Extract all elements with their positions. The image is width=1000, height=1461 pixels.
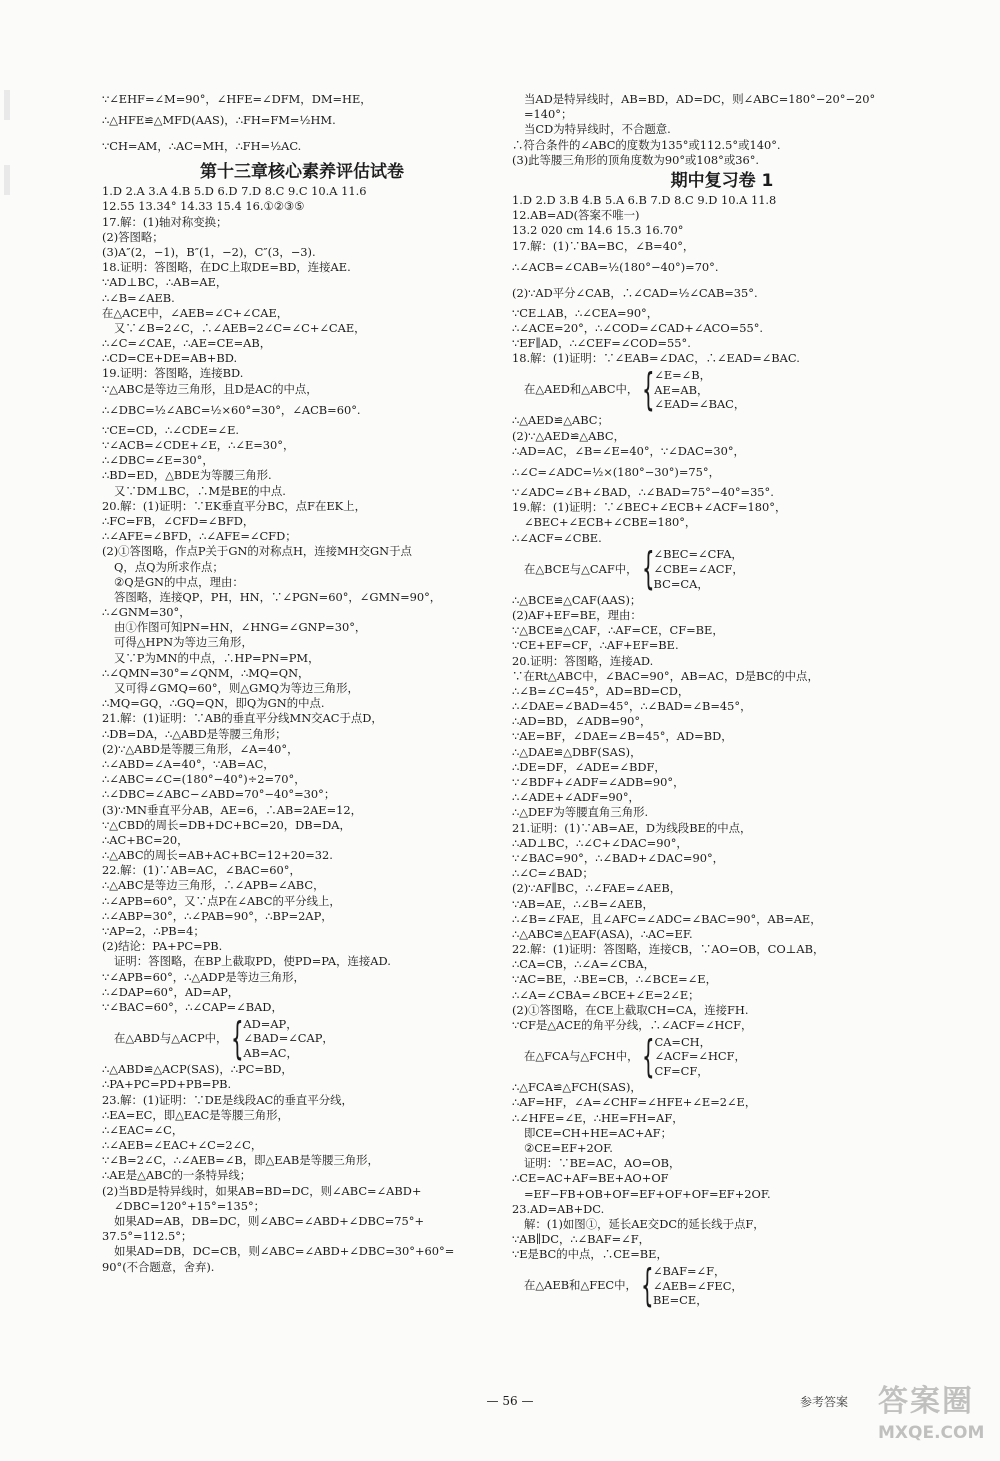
answer-line: (2)①答图略，作点P关于GN的对称点H，连接MH交GN于点: [102, 544, 412, 559]
answer-line: ∵∠ADC=∠B+∠BAD，∴∠BAD=75°−40°=35°.: [512, 485, 774, 499]
answer-line: 即CE=CH+HE=AC+AF；: [524, 1125, 672, 1140]
answer-line: (2)AF+EF=BE，理由：: [512, 607, 642, 622]
answer-line: (2)∵AF∥BC，∴∠FAE=∠AEB，: [512, 881, 682, 896]
answer-line: 23.解：(1)证明：∵DE是线段AC的垂直平分线，: [102, 1092, 353, 1107]
answer-line: ∴∠AEB=∠EAC+∠C=2∠C，: [102, 1138, 263, 1153]
answer-line: ∴AF=HF，∠A=∠CHF=∠HFE+∠E=2∠E，: [512, 1095, 757, 1110]
answer-line: ∴∠DAP=60°，AD=AP，: [102, 984, 240, 999]
answer-line: 当CD为特异线时，不合题意.: [524, 122, 671, 137]
answer-line: 如果AD=AB，DB=DC，则∠ABC=∠ABD+∠DBC=75°+: [114, 1214, 425, 1228]
answer-line: ∴∠ABP=30°，∴∠PAB=90°，∴BP=2AP，: [102, 908, 333, 923]
answer-line: ∵EF∥AD，∴∠CEF=∠COD=55°.: [512, 336, 691, 351]
answer-line: ∠BEC+∠ECB+∠CBE=180°，: [524, 515, 697, 530]
brace-icon: {: [640, 1259, 654, 1311]
answer-line: ∵△BCE≌△CAF，∴AF=CE，CF=BE，: [512, 623, 724, 638]
system-row: ∠BAF=∠F，: [652, 1264, 726, 1279]
answer-line: ∴△HFE≌△MFD(AAS)，∴FH=FM=½HM.: [102, 113, 336, 128]
answer-line: ∴∠A=∠CBA=∠BCE+∠E=2∠E；: [512, 987, 700, 1002]
answer-line: 在△ACE中，∠AEB=∠C+∠CAE，: [102, 305, 289, 320]
system-row: ∠CBE=∠ACF，: [653, 561, 744, 576]
answer-line: ∴符合条件的∠ABC的度数为135°或112.5°或140°.: [512, 137, 781, 152]
answer-line: 12.AB=AD(答案不唯一): [512, 208, 640, 223]
system-row: AD=AP，: [243, 1016, 298, 1031]
answer-line: ∵∠ACB=∠CDE+∠E，∴∠E=30°，: [102, 438, 295, 452]
answer-line: ∴AD=AC，∠B=∠E=40°，∵∠DAC=30°，: [512, 443, 745, 458]
system-row: ∠BAD=∠CAP，: [243, 1031, 334, 1046]
answer-line: 12.55 13.34° 14.33 15.4 16.①②③⑤: [102, 199, 305, 214]
answer-line: 又可得∠GMQ=60°，则△GMQ为等边三角形，: [114, 681, 359, 695]
answer-line: (2)①答图略，在CE上截取CH=CA，连接FH.: [512, 1002, 749, 1017]
answer-line: ∵CE+EF=CF，∴AF+EF=BE.: [512, 638, 679, 653]
answer-line: (3)A″(2，−1)，B″(1，−2)，C″(3，−3).: [102, 244, 316, 259]
answer-line: ∴DB=DA，∴△ABD是等腰三角形；: [102, 726, 287, 741]
answer-line: ∴AD=BD，∠ADB=90°，: [512, 714, 652, 729]
system-row: CF=CF，: [654, 1063, 709, 1078]
answer-line: ∴∠ACE=20°，∴∠COD=∠CAD+∠ACO=55°.: [512, 320, 764, 335]
answer-line: ∴△ABC是等边三角形，∴∠APB=∠ABC，: [102, 878, 325, 893]
system-row: ∠BEC=∠CFA，: [653, 547, 743, 562]
answer-line: ②CE=EF+2OF.: [524, 1140, 613, 1155]
answer-line: 答图略，连接QP，PH，HN，∵∠PGN=60°，∠GMN=90°，: [114, 589, 442, 604]
system-rows: [653, 1264, 743, 1308]
answer-line: ∠DBC=120°+15°=135°；: [114, 1198, 266, 1213]
equation-system: [102, 1012, 502, 1064]
answer-line: ∴∠QMN=30°=∠QNM，∴MQ=QN，: [102, 665, 310, 680]
answer-line: ∵△CBD的周长=DB+DC+BC=20，DB=DA，: [102, 817, 351, 832]
system-label: 在△AED和△ABC中，: [524, 382, 639, 397]
answer-line: 1.D 2.D 3.B 4.B 5.A 6.B 7.D 8.C 9.D 10.A 11.8: [512, 192, 777, 207]
answer-line: (3)此等腰三角形的顶角度数为90°或108°或36°.: [512, 152, 760, 167]
answer-line: ∴∠DBC=∠ABC−∠ABD=70°−40°=30°；: [102, 787, 336, 802]
system-row: ∠EAD=∠BAC，: [654, 397, 746, 412]
system-row: AB=AC，: [243, 1045, 298, 1060]
answer-line: 如果AD=DB，DC=CB，则∠ABC=∠ABD+∠DBC=30°+60°=: [114, 1244, 455, 1259]
footer-label: 参考答案: [800, 1395, 849, 1409]
system-label: 在△BCE与△CAF中，: [524, 561, 638, 576]
answer-line: (2)∵AD平分∠CAB，∴∠CAD=½∠CAB=35°.: [512, 285, 758, 300]
answer-line: ∴∠ABD=∠A=40°，∵AB=AC，: [102, 756, 275, 771]
answer-line: 证明：答图略，在BP上截取PD，使PD=PA，连接AD.: [114, 954, 391, 969]
system-row: ∠E=∠B，: [654, 368, 711, 383]
answer-line: (2)∵△AED≌△ABC，: [512, 428, 626, 443]
system-label: 在△FCA与△FCH中，: [524, 1049, 639, 1064]
answer-line: ∴∠APB=60°，又∵点P在∠ABC的平分线上，: [102, 893, 341, 908]
answer-line: ∴△DEF为等腰直角三角形.: [512, 805, 649, 820]
answer-line: ∴△AED≌△ABC；: [512, 413, 609, 428]
answer-line: ∴∠HFE=∠E，∴HE=FH=AF，: [512, 1110, 684, 1125]
scan-mark: [4, 165, 10, 195]
equation-system: [512, 1030, 932, 1082]
system-rows: [243, 1017, 333, 1061]
answer-line: ∴AD⊥BC，∴∠C+∠DAC=90°，: [512, 835, 688, 850]
answer-line: ∴∠ADE+∠ADF=90°，: [512, 790, 640, 805]
answer-line: (2)结论：PA+PC=PB.: [102, 939, 223, 954]
answer-line: ∵∠BAC=90°，∴∠BAD+∠DAC=90°，: [512, 850, 725, 865]
answer-line: ∵∠EHF=∠M=90°，∠HFE=∠DFM，DM=HE，: [102, 92, 372, 106]
answer-line: 90°(不合题意，舍弃).: [102, 1259, 215, 1274]
answer-line: ∵AD⊥BC，∴AB=AE，: [102, 275, 228, 290]
system-row: BE=CE，: [652, 1293, 708, 1308]
equation-system: [512, 363, 932, 415]
answer-line: 证明：∵BE=AC，AO=OB，: [524, 1156, 681, 1171]
answer-line: ②Q是GN的中点，理由：: [114, 574, 244, 589]
scan-mark: [4, 90, 10, 120]
answer-line: 又∵P为MN的中点，∴HP=PN=PM，: [114, 650, 320, 665]
watermark-text: 答案圈: [878, 1384, 974, 1419]
answer-line: 37.5°=112.5°；: [102, 1229, 193, 1244]
answer-line: 可得△HPN为等边三角形，: [114, 635, 253, 650]
answer-line: ∵AB=AE，∴∠B=∠AEB，: [512, 896, 654, 911]
answer-line: ∴∠C=∠BAD；: [512, 866, 594, 881]
answer-line: ∵E是BC的中点，∴CE=BE，: [512, 1247, 668, 1262]
answer-line: ∴CD=CE+DE=AB+BD.: [102, 351, 238, 366]
answer-line: ∴CA=CB，∴∠A=∠CBA，: [512, 957, 656, 972]
answer-line: 22.解：(1)证明：答图略，连接CB，∵AO=OB，CO⊥AB，: [512, 942, 825, 957]
answer-line: ∴△FCA≌△FCH(SAS)，: [512, 1080, 642, 1095]
system-rows: [654, 547, 744, 591]
system-row: ∠ACF=∠HCF，: [654, 1049, 746, 1064]
answer-line: ∴AC+BC=20，: [102, 832, 189, 847]
watermark: [878, 1382, 996, 1458]
section-title: 第十三章核心素养评估试卷: [200, 162, 404, 183]
system-rows: [654, 1035, 745, 1079]
answer-line: 17.解：(1)∵BA=BC，∠B=40°，: [512, 238, 695, 253]
answer-line: ∴EA=EC，即△EAC是等腰三角形，: [102, 1107, 289, 1122]
answer-line: ∴FC=FB，∠CFD=∠BFD，: [102, 513, 255, 528]
answer-line: ∴∠B=∠AEB.: [102, 290, 175, 305]
answer-line: ∴∠C=∠CAE，∴AE=CE=AB，: [102, 336, 272, 351]
answer-line: (3)∵MN垂直平分AB，AE=6，∴AB=2AE=12，: [102, 802, 363, 817]
answer-line: 解：(1)如图①，延长AE交DC的延长线于点F，: [524, 1216, 765, 1231]
answer-line: ∴∠ACF=∠CBE.: [512, 530, 602, 545]
watermark-url: MXQE.COM: [878, 1423, 985, 1443]
system-label: 在△ABD与△ACP中，: [114, 1031, 228, 1046]
answer-line: 又∵∠B=2∠C，∴∠AEB=2∠C=∠C+∠CAE，: [114, 320, 366, 335]
answer-line: 当AD是特异线时，AB=BD，AD=DC，则∠ABC=180°−20°−20°: [524, 92, 876, 106]
answer-line: ∴△ABC≌△EAF(ASA)，∴AC=EF.: [512, 926, 693, 941]
answer-line: 18.解：(1)证明：∵∠EAB=∠DAC，∴∠EAD=∠BAC.: [512, 351, 800, 366]
answer-line: ∵CE=CD，∴∠CDE=∠E.: [102, 422, 240, 437]
answer-line: 21.证明：(1)∵AB=AE，D为线段BE的中点，: [512, 820, 752, 835]
answer-line: 20.证明：答图略，连接AD.: [512, 653, 654, 668]
answer-line: =EF−FB+OB+OF=EF+OF+OF=EF+2OF.: [524, 1186, 771, 1201]
answer-line: ∵AC=BE，∴BE=CB，∴∠BCE=∠E，: [512, 972, 717, 987]
answer-line: ∵AB∥DC，∴∠BAF=∠F，: [512, 1232, 651, 1247]
answer-line: ∵∠APB=60°，∴△ADP是等边三角形，: [102, 969, 305, 984]
answer-line: ∴∠GNM=30°，: [102, 605, 191, 620]
answer-line: ∵∠BAC=60°，∴∠CAP=∠BAD，: [102, 999, 283, 1014]
answer-line: 由①作图可知PN=HN，∠HNG=∠GNP=30°，: [114, 620, 367, 635]
answer-line: ∵AP=2，∴PB=4；: [102, 924, 205, 938]
brace-icon: {: [641, 543, 655, 595]
answer-line: ∴∠AFE=∠BFD，∴∠AFE=∠CFD；: [102, 529, 297, 544]
answer-line: 19.解：(1)证明：∵∠BEC+∠ECB+∠ACF=180°，: [512, 500, 787, 515]
answer-line: 20.解：(1)证明：∵EK垂直平分BC，点F在EK上，: [102, 498, 366, 513]
answer-line: ∵∠BDF+∠ADF=∠ADB=90°，: [512, 775, 685, 789]
answer-line: ∴∠C=∠ADC=½×(180°−30°)=75°，: [512, 465, 720, 479]
answer-line: ∴∠ACB=∠CAB=½(180°−40°)=70°.: [512, 259, 719, 274]
answer-line: ∴△DAE≌△DBF(SAS)，: [512, 744, 642, 759]
equation-system: [512, 1259, 932, 1311]
answer-line: ∴DE=DF，∠ADE=∠BDF，: [512, 759, 666, 774]
answer-line: ∴MQ=GQ，∴GQ=QN，即Q为GN的中点.: [102, 696, 325, 711]
brace-icon: {: [231, 1012, 245, 1064]
answer-line: ∵AE=BF，∠DAE=∠B=45°，AD=BD，: [512, 729, 733, 744]
answer-line: Q，点Q为所求作点；: [114, 559, 224, 574]
answer-line: ∴∠ABC=∠C=(180°−40°)÷2=70°，: [102, 772, 306, 787]
answer-line: 1.D 2.A 3.A 4.B 5.D 6.D 7.D 8.C 9.C 10.A 11.6: [102, 184, 367, 199]
answer-line: =140°；: [524, 107, 573, 122]
answer-line: 18.证明：答图略，在DC上取DE=BD，连接AE.: [102, 260, 351, 275]
left-column: [102, 92, 502, 1275]
answer-line: 19.证明：答图略，连接BD.: [102, 366, 244, 381]
answer-line: 又∵DM⊥BC，∴M是BE的中点.: [114, 483, 286, 498]
answer-line: (2)答图略；: [102, 229, 164, 244]
answer-line: 22.解：(1)∵AB=AC，∠BAC=60°，: [102, 863, 301, 878]
answer-line: ∴△BCE≌△CAF(AAS)；: [512, 592, 642, 607]
answer-line: ∴∠DBC=½∠ABC=½×60°=30°，∠ACB=60°.: [102, 402, 361, 417]
answer-line: ∴∠B=∠FAE，且∠AFC=∠ADC=∠BAC=90°，AB=AE，: [512, 911, 822, 926]
page-number: — 56 —: [486, 1394, 534, 1408]
answer-line: ∵∠B=2∠C，∴∠AEB=∠B，即△EAB是等腰三角形，: [102, 1153, 379, 1168]
answer-line: (2)当BD是特异线时，如果AB=BD=DC，则∠ABC=∠ABD+: [102, 1183, 422, 1198]
answer-line: ∴∠DBC=∠E=30°，: [102, 453, 214, 468]
answer-line: ∴∠DAE=∠BAD=45°，∴∠BAD=∠B=45°，: [512, 699, 752, 714]
answer-line: ∵△ABC是等边三角形，且D是AC的中点，: [102, 381, 318, 396]
answer-line: ∴AE是△ABC的一条特异线；: [102, 1168, 252, 1183]
answer-line: ∴PA+PC=PD+PB=PB.: [102, 1077, 232, 1092]
answer-line: ∵CE⊥AB，∴∠CEA=90°，: [512, 305, 659, 320]
system-row: AE=AB，: [654, 382, 709, 397]
answer-line: ∴△ABC的周长=AB+AC+BC=12+20=32.: [102, 848, 333, 863]
answer-line: ∴∠B=∠C=45°，AD=BD=CD，: [512, 683, 690, 698]
answer-line: ∴BD=ED，△BDE为等腰三角形.: [102, 468, 272, 483]
answer-line: ∴△ABD≌△ACP(SAS)，∴PC=BD，: [102, 1062, 293, 1077]
brace-icon: {: [642, 363, 655, 415]
answer-line: (2)∵△ABD是等腰三角形，∠A=40°，: [102, 741, 299, 756]
right-column: [512, 92, 932, 1309]
answer-line: ∴∠EAC=∠C，: [102, 1122, 184, 1137]
answer-line: 23.AD=AB+DC.: [512, 1201, 605, 1216]
answer-line: 21.解：(1)证明：∵AB的垂直平分线MN交AC于点D，: [102, 711, 383, 726]
system-label: 在△AEB和△FEC中，: [524, 1278, 637, 1293]
brace-icon: {: [642, 1030, 656, 1082]
system-row: CA=CH，: [654, 1034, 712, 1049]
system-rows: [654, 368, 745, 412]
answer-line: ∴CE=AC+AF=BE+AO+OF: [512, 1171, 669, 1186]
system-row: BC=CA，: [653, 576, 709, 591]
answer-line: ∵CF是△ACE的角平分线，∴∠ACF=∠HCF，: [512, 1018, 753, 1032]
equation-system: [512, 543, 932, 595]
section-title: 期中复习卷 1: [670, 170, 774, 191]
system-row: ∠AEB=∠FEC，: [652, 1278, 743, 1293]
answer-line: ∵CH=AM，∴AC=MH，∴FH=½AC.: [102, 139, 302, 154]
answer-line: 17.解：(1)轴对称变换；: [102, 214, 228, 229]
answer-line: ∵在Rt△ABC中，∠BAC=90°，AB=AC，D是BC的中点，: [512, 668, 819, 683]
answer-line: 13.2 020 cm 14.6 15.3 16.70°: [512, 223, 684, 238]
